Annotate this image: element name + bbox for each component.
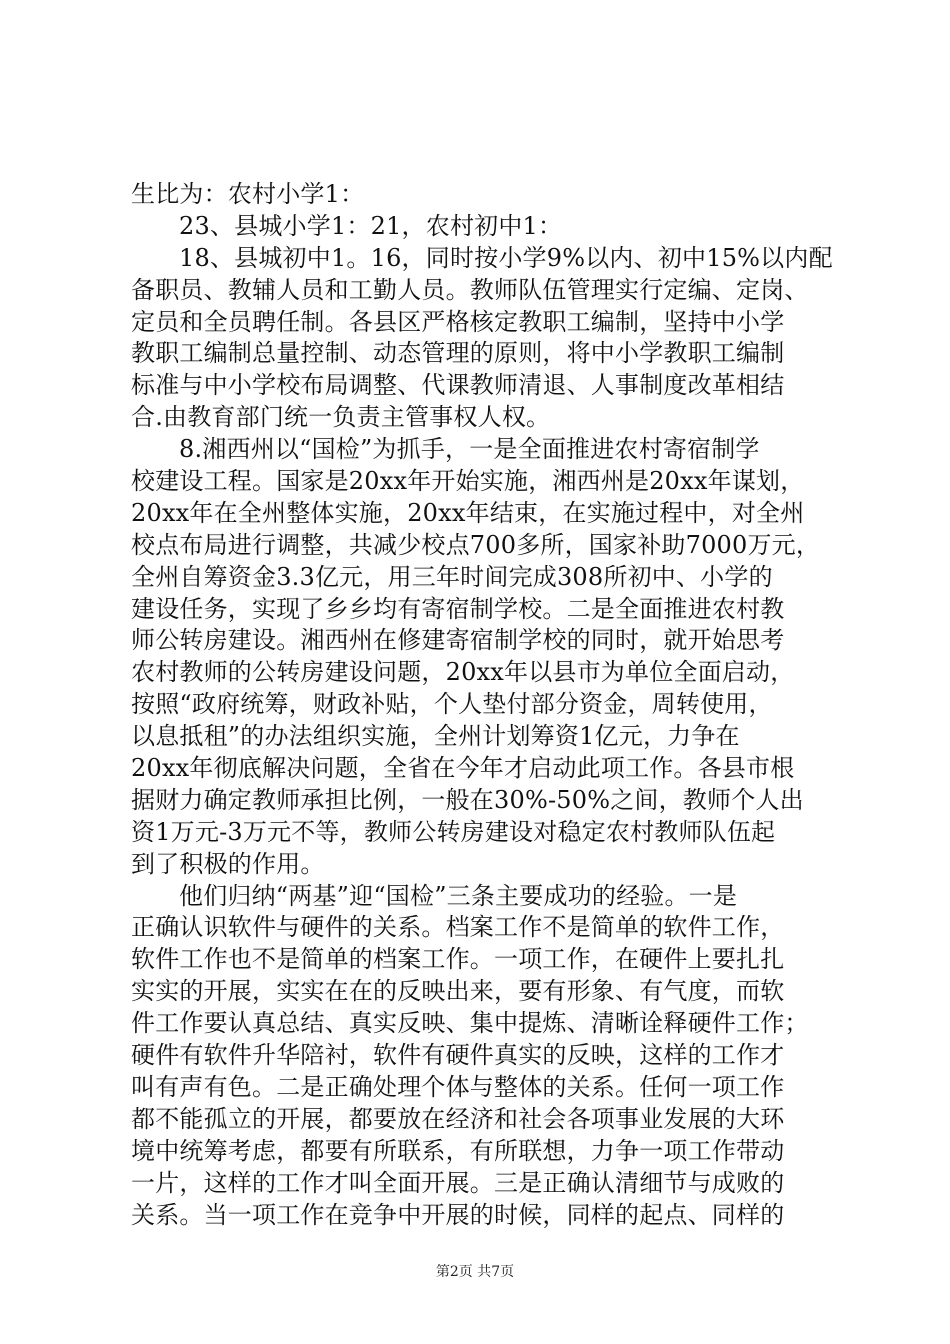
text-line: 一片，这样的工作才叫全面开展。三是正确认清细节与成败的	[131, 1168, 785, 1197]
text-line: 关系。当一项工作在竞争中开展的时候，同样的起点、同样的	[131, 1200, 785, 1229]
text-line: 20xx年彻底解决问题，全省在今年才启动此项工作。各县市根	[131, 754, 795, 783]
text-line: 按照“政府统筹，财政补贴，个人垫付部分资金，周转使用，	[131, 690, 773, 719]
text-line: 8.湘西州以“国检”为抓手，一是全面推进农村寄宿制学	[179, 435, 760, 464]
text-line: 标准与中小学校布局调整、代课教师清退、人事制度改革相结	[131, 371, 785, 400]
text-line: 他们归纳“两基”迎“国检”三条主要成功的经验。一是	[179, 881, 738, 910]
page-number: 第2页 共7页	[435, 1264, 515, 1280]
text-line: 定员和全员聘任制。各县区严格核定教职工编制，坚持中小学	[131, 307, 785, 336]
text-line: 件工作要认真总结、真实反映、集中提炼、清晰诠释硬件工作；	[131, 1009, 809, 1038]
text-line: 农村教师的公转房建设问题，20xx年以县市为单位全面启动，	[131, 658, 795, 687]
text-line: 据财力确定教师承担比例，一般在30%-50%之间，教师个人出	[131, 785, 804, 814]
text-line: 师公转房建设。湘西州在修建寄宿制学校的同时，就开始思考	[131, 626, 785, 655]
text-line: 硬件有软件升华陪衬，软件有硬件真实的反映，这样的工作才	[131, 1041, 785, 1070]
body-text	[131, 179, 831, 1231]
text-line: 校点布局进行调整，共减少校点700多所，国家补助7000万元，	[131, 530, 821, 559]
text-line: 实实的开展，实实在在的反映出来，要有形象、有气度，而软	[131, 977, 785, 1006]
text-line: 全州自筹资金3.3亿元，用三年时间完成308所初中、小学的	[131, 562, 773, 591]
text-line: 软件工作也不是简单的档案工作。一项工作，在硬件上要扎扎	[131, 945, 785, 974]
text-line: 叫有声有色。二是正确处理个体与整体的关系。任何一项工作	[131, 1072, 785, 1101]
text-line: 境中统筹考虑，都要有所联系，有所联想，力争一项工作带动	[131, 1136, 785, 1165]
text-line: 资1万元-3万元不等，教师公转房建设对稳定农村教师队伍起	[131, 817, 776, 846]
text-line: 正确认识软件与硬件的关系。档案工作不是简单的软件工作，	[131, 913, 785, 942]
text-line: 以息抵租”的办法组织实施，全州计划筹资1亿元，力争在	[131, 722, 740, 751]
text-line: 都不能孤立的开展，都要放在经济和社会各项事业发展的大环	[131, 1104, 785, 1133]
text-line: 23、县城小学1：21，农村初中1：	[179, 211, 563, 240]
text-line: 教职工编制总量控制、动态管理的原则，将中小学教职工编制	[131, 339, 785, 368]
text-line: 校建设工程。国家是20xx年开始实施，湘西州是20xx年谋划，	[131, 467, 805, 496]
text-line: 到了积极的作用。	[131, 849, 325, 878]
text-line: 备职员、教辅人员和工勤人员。教师队伍管理实行定编、定岗、	[131, 275, 809, 304]
text-line: 合.由教育部门统一负责主管事权人权。	[131, 403, 551, 432]
text-line: 18、县城初中1。16，同时按小学9%以内、初中15%以内配	[179, 243, 833, 272]
text-line: 生比为：农村小学1：	[131, 180, 365, 208]
text-line: 20xx年在全州整体实施，20xx年结束，在实施过程中，对全州	[131, 498, 805, 527]
text-line: 建设任务，实现了乡乡均有寄宿制学校。二是全面推进农村教	[131, 594, 785, 623]
